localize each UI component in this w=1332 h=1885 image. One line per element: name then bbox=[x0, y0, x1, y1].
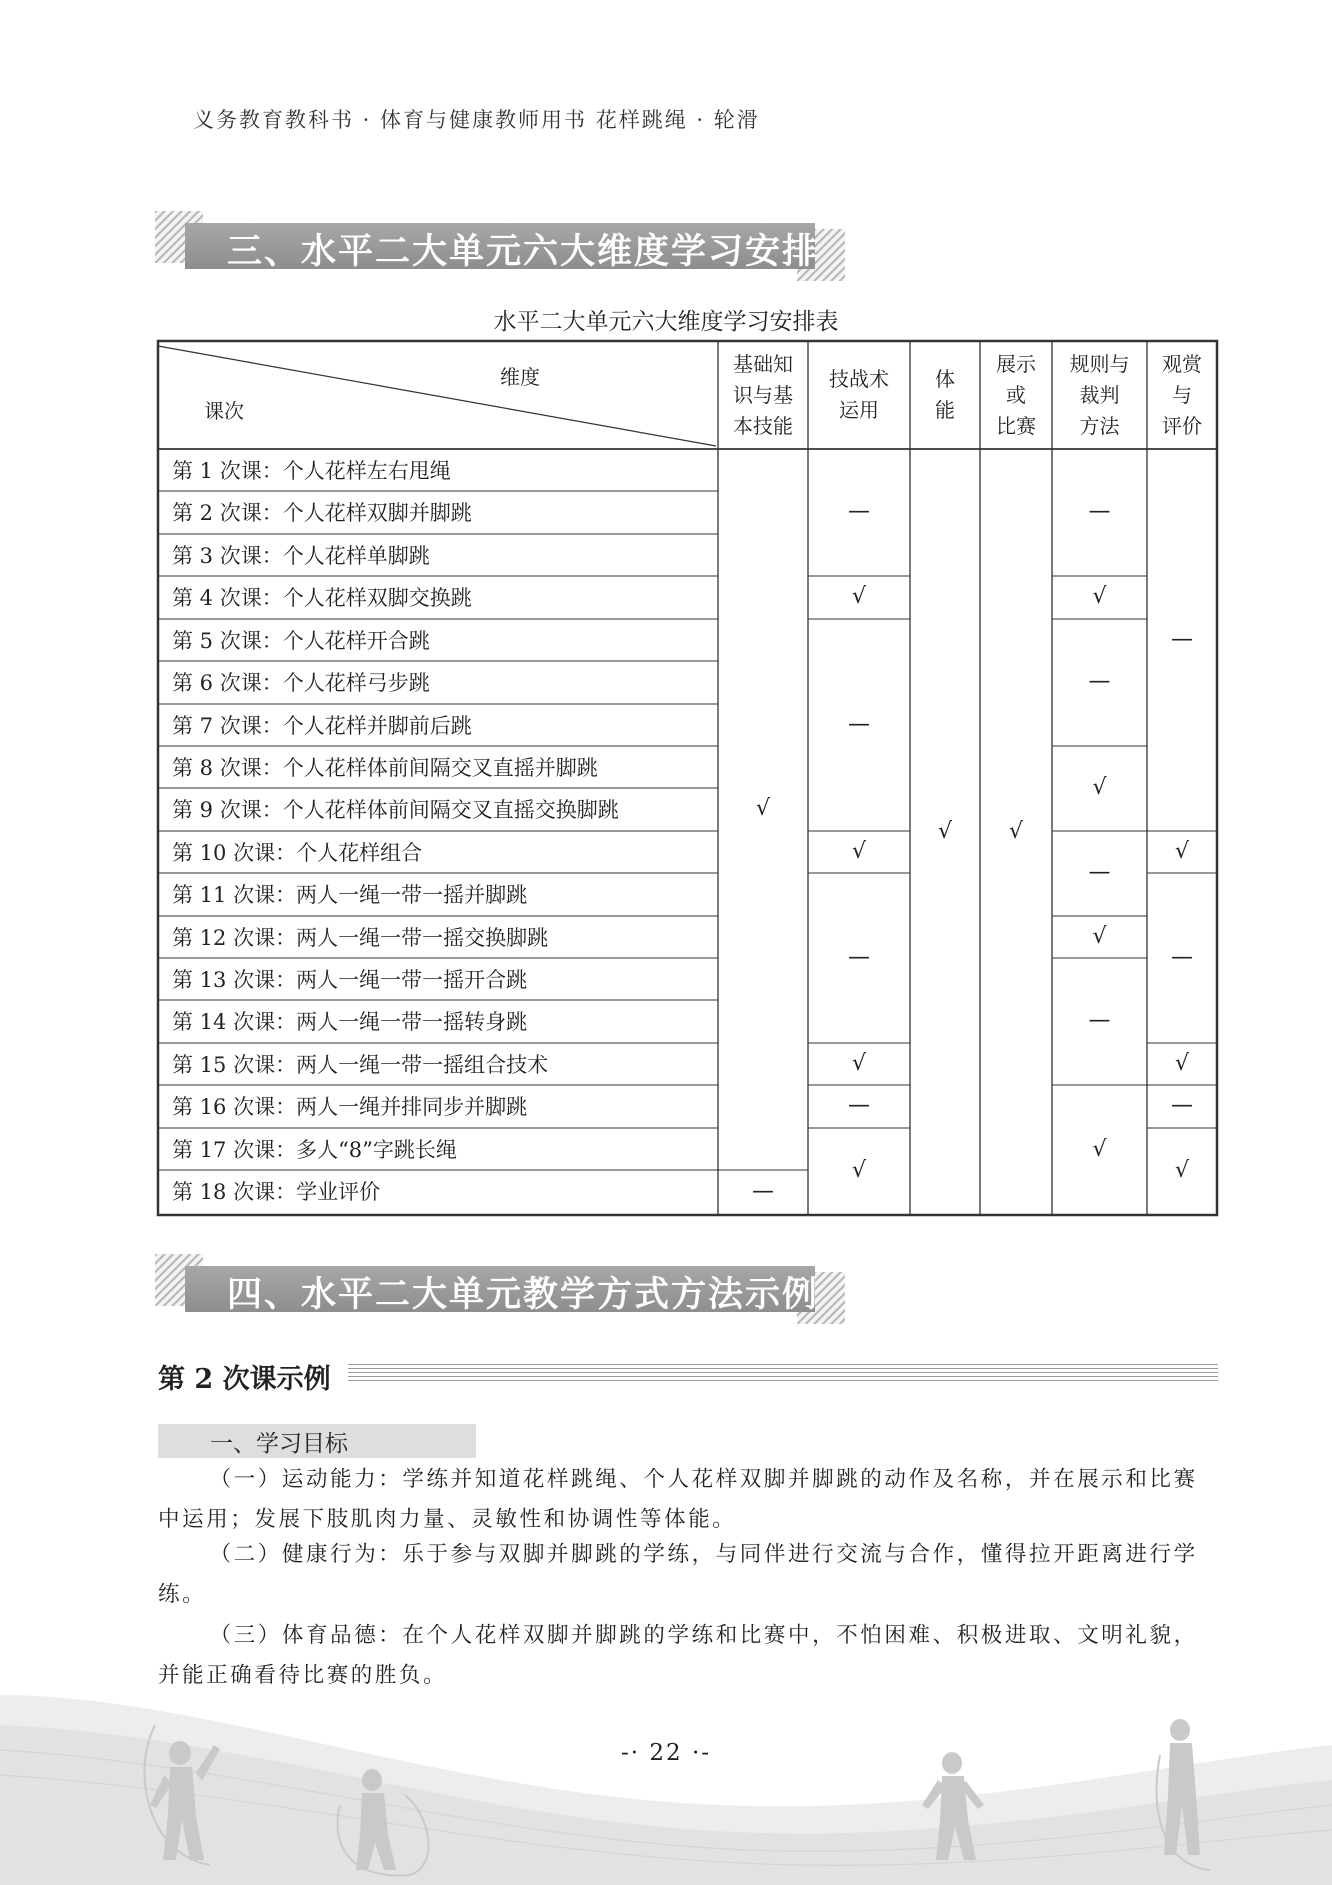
section-title: 四、水平二大单元教学方式方法示例 bbox=[227, 1274, 820, 1315]
cell-dash: — bbox=[1088, 1008, 1111, 1034]
header-rules bbox=[1052, 343, 1147, 447]
page-number-dash-icon: ·- bbox=[691, 1740, 712, 1766]
lesson-row: 第 6 次课：个人花样弓步跳 bbox=[172, 671, 430, 695]
header-line: 技战术 bbox=[829, 367, 889, 391]
cell-check: √ bbox=[1092, 775, 1107, 801]
cell-check: √ bbox=[937, 818, 953, 844]
header-fitness bbox=[910, 343, 980, 447]
header-line: 评价 bbox=[1162, 413, 1202, 438]
subheading: 一、学习目标 bbox=[210, 1431, 348, 1457]
paragraph: （二）健康行为：乐于参与双脚并脚跳的学练，与同伴进行交流与合作，懂得拉开距离进行学练。 bbox=[158, 1542, 1198, 1607]
heading-rule bbox=[348, 1364, 1218, 1384]
cell-check: √ bbox=[851, 584, 867, 610]
lesson-row: 第 13 次课：两人一绳一带一摇开合跳 bbox=[172, 968, 528, 992]
paragraph: （一）运动能力：学练并知道花样跳绳、个人花样双脚并脚跳的动作及名称，并在展示和比赛中运用；发展下肢肌肉力量、灵敏性和协调性等体能。 bbox=[158, 1467, 1198, 1532]
header-basic-knowledge bbox=[718, 343, 808, 447]
lesson-row: 第 10 次课：个人花样组合 bbox=[172, 841, 423, 865]
lesson-row: 第 16 次课：两人一绳并排同步并脚跳 bbox=[172, 1095, 528, 1119]
lesson-row: 第 17 次课：多人“8”字跳长绳 bbox=[172, 1138, 457, 1162]
header-line: 能 bbox=[935, 398, 955, 422]
cell-dash: — bbox=[1171, 1093, 1193, 1119]
lesson-row: 第 3 次课：个人花样单脚跳 bbox=[172, 544, 430, 568]
lesson-row: 第 15 次课：两人一绳一带一摇组合技术 bbox=[172, 1053, 549, 1077]
header-appreciation bbox=[1147, 343, 1217, 447]
lesson-row: 第 11 次课：两人一绳一带一摇并脚跳 bbox=[172, 883, 528, 907]
header-line: 基础知 bbox=[733, 351, 793, 376]
header-line: 观赏 bbox=[1162, 351, 1202, 376]
header-tactics bbox=[808, 343, 910, 447]
lesson-row: 第 1 次课：个人花样左右甩绳 bbox=[172, 459, 451, 483]
running-header: 义务教育教科书 · 体育与健康教师用书 花样跳绳 · 轮滑 bbox=[193, 108, 760, 132]
cell-dash: — bbox=[752, 1179, 774, 1205]
cell-dash: — bbox=[1171, 626, 1193, 652]
cell-check: √ bbox=[1174, 1158, 1190, 1184]
corner-lesson-label: 课次 bbox=[204, 398, 244, 423]
header-line: 运用 bbox=[839, 398, 879, 422]
section-title: 三、水平二大单元六大维度学习安排 bbox=[227, 231, 820, 272]
cell-check: √ bbox=[1092, 1136, 1107, 1162]
example-heading: 第 2 次课示例 bbox=[158, 1364, 331, 1395]
cell-dash: — bbox=[848, 1093, 870, 1119]
lesson-row: 第 12 次课：两人一绳一带一摇交换脚跳 bbox=[172, 926, 549, 950]
cell-check: √ bbox=[851, 1158, 867, 1184]
lesson-row: 第 2 次课：个人花样双脚并脚跳 bbox=[172, 501, 472, 525]
cell-check: √ bbox=[1174, 1050, 1190, 1076]
cell-check: √ bbox=[1092, 923, 1107, 949]
section-banner bbox=[155, 211, 845, 281]
cell-dash: — bbox=[1171, 944, 1193, 970]
header-line: 比赛 bbox=[996, 413, 1036, 438]
lesson-row: 第 5 次课：个人花样开合跳 bbox=[172, 629, 430, 653]
header-line: 展示 bbox=[996, 351, 1036, 376]
lesson-row: 第 7 次课：个人花样并脚前后跳 bbox=[172, 714, 472, 738]
corner-dimension-label: 维度 bbox=[500, 364, 540, 389]
header-line: 与 bbox=[1172, 382, 1192, 407]
section-banner bbox=[155, 1254, 845, 1324]
table-caption: 水平二大单元六大维度学习安排表 bbox=[493, 309, 839, 335]
paragraph: （三）体育品德：在个人花样双脚并脚跳的学练和比赛中，不怕困难、积极进取、文明礼貌，并能正确看待比赛的胜负。 bbox=[158, 1623, 1198, 1688]
header-line: 本技能 bbox=[733, 413, 793, 438]
footer-decoration bbox=[0, 1655, 1332, 1885]
cell-check: √ bbox=[851, 1050, 867, 1076]
header-line: 体 bbox=[935, 367, 955, 391]
cell-check: √ bbox=[1092, 584, 1107, 610]
cell-check: √ bbox=[1174, 838, 1190, 864]
cell-dash: — bbox=[1088, 669, 1111, 695]
lesson-row: 第 9 次课：个人花样体前间隔交叉直摇交换脚跳 bbox=[172, 798, 619, 822]
cell-dash: — bbox=[1088, 499, 1111, 525]
cell-dash: — bbox=[848, 499, 870, 525]
cell-check: √ bbox=[1008, 818, 1024, 844]
page-number bbox=[0, 1740, 1332, 1766]
header-line: 或 bbox=[1006, 382, 1026, 407]
page-number-dash-icon: -· bbox=[620, 1740, 650, 1766]
page-number-value: 22 bbox=[649, 1740, 683, 1766]
header-line: 规则与 bbox=[1069, 351, 1130, 376]
cell-dash: — bbox=[1088, 860, 1111, 886]
lesson-row: 第 18 次课：学业评价 bbox=[172, 1180, 381, 1204]
header-competition bbox=[980, 343, 1052, 447]
header-line: 识与基 bbox=[733, 382, 793, 407]
lesson-row: 第 4 次课：个人花样双脚交换跳 bbox=[172, 586, 472, 610]
cell-check: √ bbox=[851, 838, 867, 864]
header-line: 方法 bbox=[1079, 413, 1120, 438]
header-line: 裁判 bbox=[1079, 382, 1120, 407]
cell-check: √ bbox=[755, 796, 771, 822]
cell-dash: — bbox=[848, 944, 870, 970]
lesson-row: 第 14 次课：两人一绳一带一摇转身跳 bbox=[172, 1010, 528, 1034]
lesson-row: 第 8 次课：个人花样体前间隔交叉直摇并脚跳 bbox=[172, 756, 598, 780]
cell-dash: — bbox=[848, 711, 870, 737]
